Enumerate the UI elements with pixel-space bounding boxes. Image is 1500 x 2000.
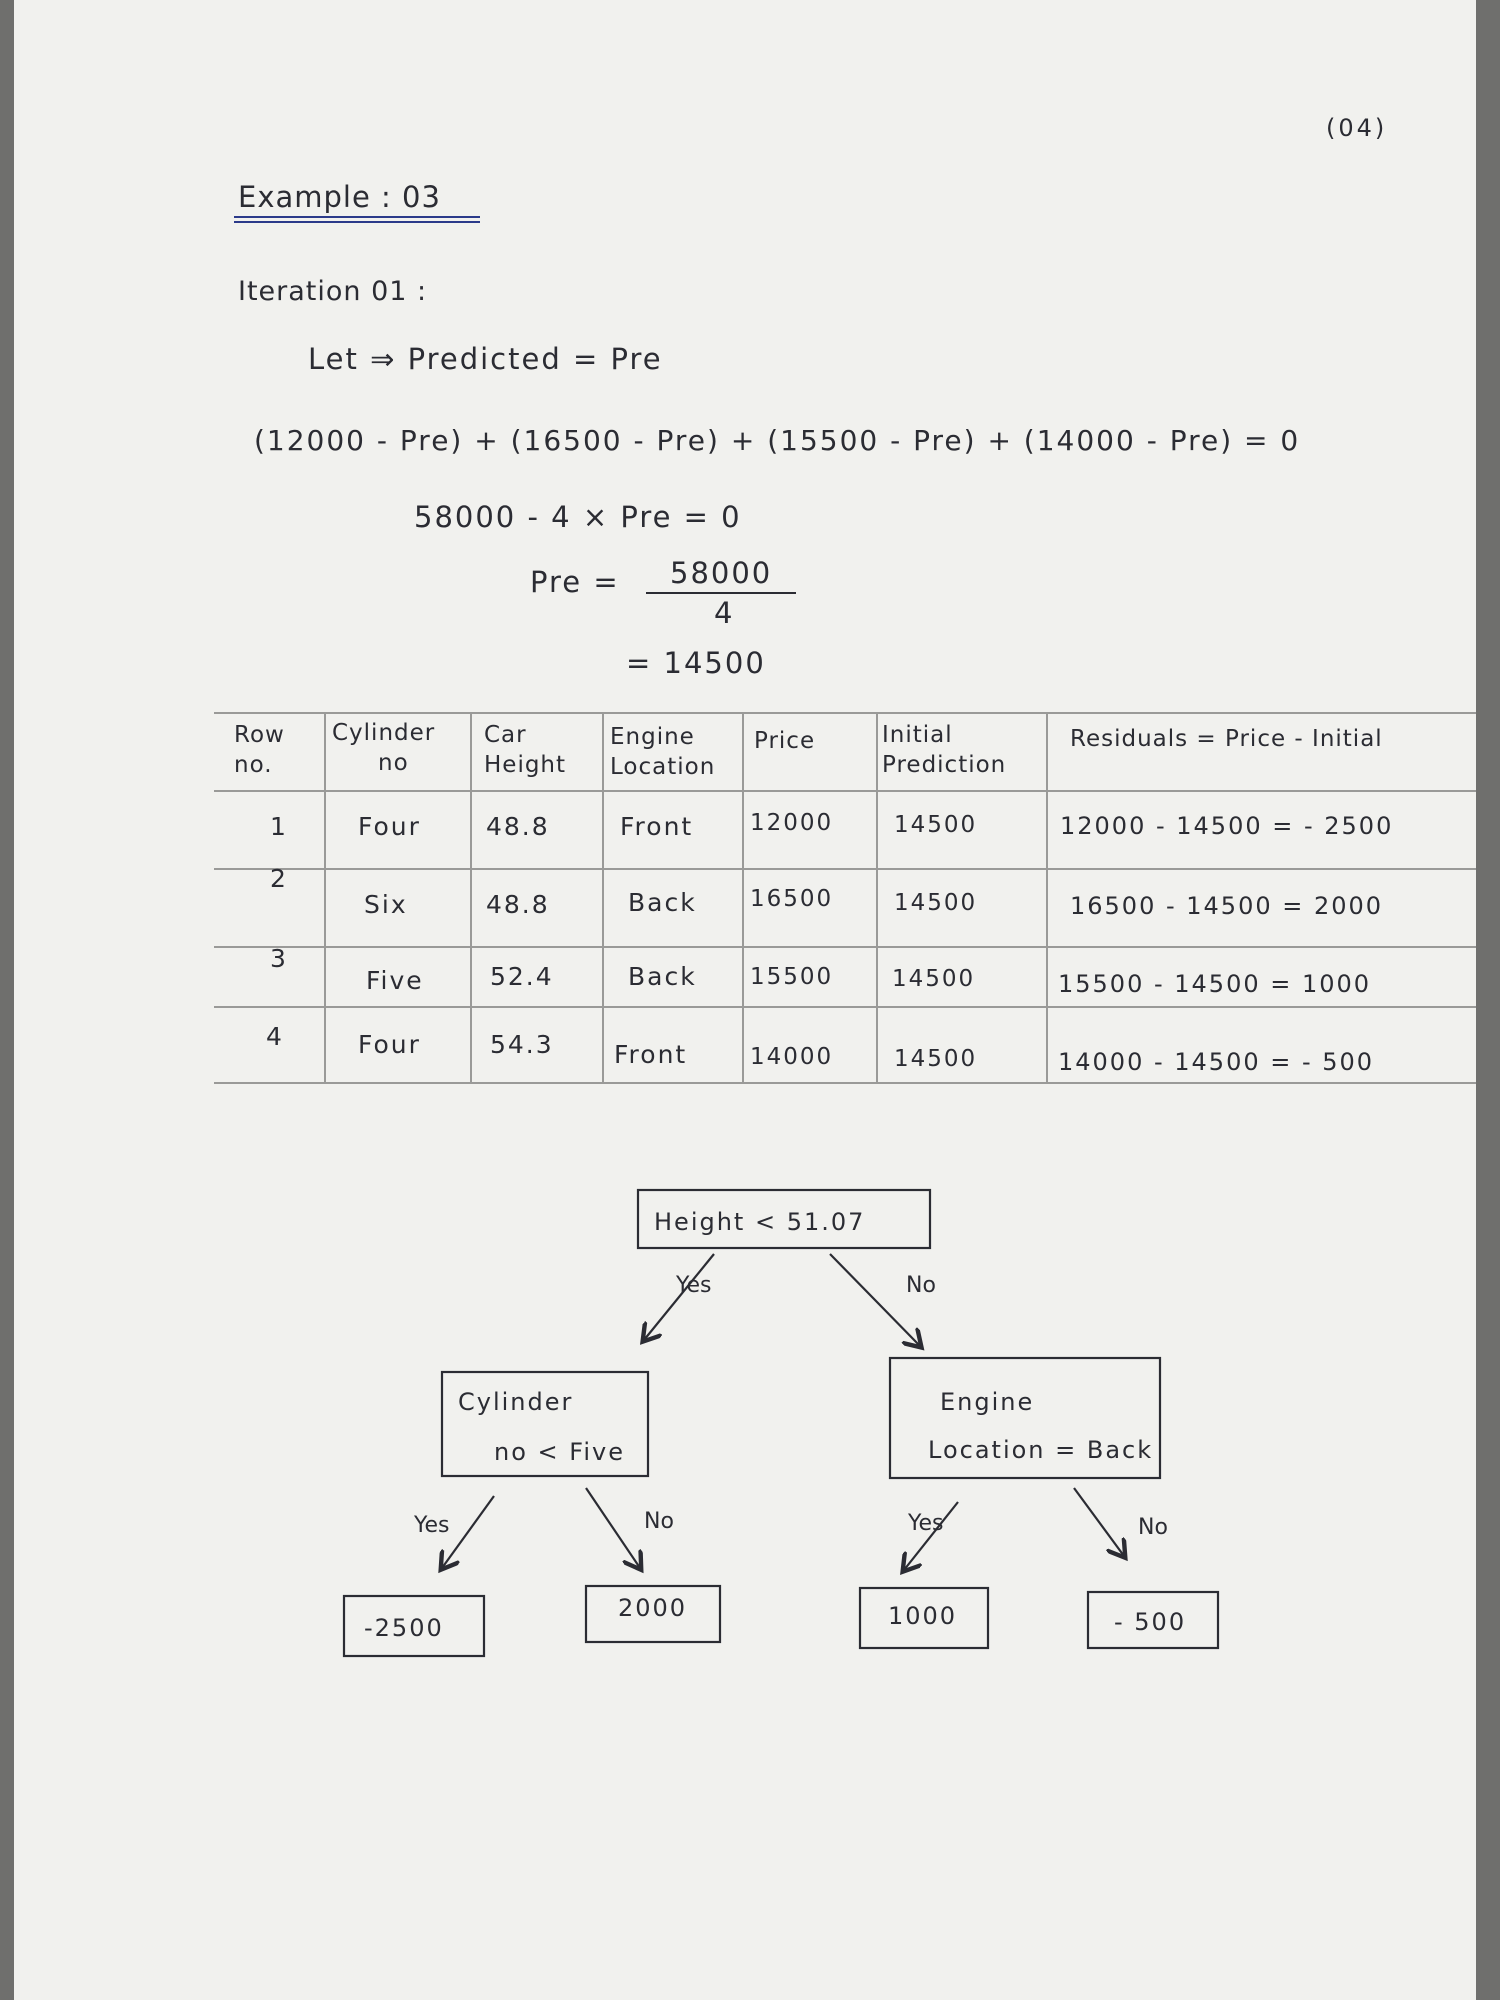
cell-cylinder: Six [364, 890, 408, 919]
header-line: Row [234, 722, 285, 748]
leaf-value-4: - 500 [1114, 1608, 1187, 1636]
cell-initial: 14500 [894, 1046, 978, 1072]
cell-height: 48.8 [486, 890, 550, 919]
cell-cylinder: Four [358, 1030, 421, 1059]
header-line: Engine [610, 724, 695, 750]
header-line: Car [484, 722, 527, 748]
edge-root-no [830, 1254, 920, 1346]
left-node-line-2: no < Five [494, 1438, 625, 1466]
left-no-label: No [644, 1509, 674, 1534]
cell-price: 12000 [750, 810, 834, 836]
leaf-value-2: 2000 [618, 1594, 688, 1622]
cell-row-no: 2 [270, 864, 288, 893]
root-no-label: No [906, 1273, 936, 1298]
cell-price: 16500 [750, 886, 834, 912]
right-node-line-1: Engine [940, 1388, 1035, 1416]
edge-right-no [1074, 1488, 1124, 1556]
cell-row-no: 1 [270, 812, 288, 841]
right-node-line-2: Location = Back [928, 1436, 1154, 1464]
cell-residual: 15500 - 14500 = 1000 [1058, 970, 1372, 998]
decision-tree [14, 0, 1476, 2000]
header-line: Cylinder [332, 720, 436, 746]
let-statement: Let ⇒ Predicted = Pre [308, 342, 663, 376]
cell-initial: 14500 [892, 966, 976, 992]
header-line: no. [234, 752, 273, 778]
cell-engine: Back [628, 962, 697, 991]
edge-left-yes [442, 1496, 494, 1568]
cell-row-no: 3 [270, 944, 288, 973]
cell-engine: Back [628, 888, 697, 917]
root-yes-label: Yes [676, 1273, 712, 1298]
iteration-label: Iteration 01 : [238, 276, 428, 307]
example-heading: Example : 03 [238, 180, 441, 214]
edge-left-no [586, 1488, 640, 1568]
pre-label: Pre = [530, 565, 620, 599]
fraction-numerator: 58000 [670, 556, 773, 590]
header-line: Prediction [882, 752, 1007, 778]
cell-residual: 12000 - 14500 = - 2500 [1060, 812, 1394, 840]
cell-height: 54.3 [490, 1030, 554, 1059]
notebook-page [14, 0, 1476, 2000]
right-yes-label: Yes [908, 1511, 944, 1536]
cell-initial: 14500 [894, 890, 978, 916]
left-yes-label: Yes [414, 1513, 450, 1538]
cell-cylinder: Four [358, 812, 421, 841]
page-number: (04) [1326, 114, 1388, 142]
cell-engine: Front [614, 1040, 688, 1069]
header-line: Location [610, 754, 716, 780]
leaf-value-3: 1000 [888, 1602, 958, 1630]
cell-price: 14000 [750, 1044, 834, 1070]
header-line: Price [754, 728, 816, 754]
simplified-equation: 58000 - 4 × Pre = 0 [414, 500, 742, 534]
leaf-value-1: -2500 [364, 1614, 444, 1642]
header-line: Height [484, 752, 567, 778]
cell-price: 15500 [750, 964, 834, 990]
left-node-line-1: Cylinder [458, 1388, 574, 1416]
cell-row-no: 4 [266, 1022, 284, 1051]
cell-cylinder: Five [366, 966, 424, 995]
sum-equation: (12000 - Pre) + (16500 - Pre) + (15500 - Pre) + (14000 - Pre) = 0 [254, 424, 1301, 457]
header-line: Residuals = Price - Initial [1070, 726, 1383, 752]
cell-residual: 16500 - 14500 = 2000 [1070, 892, 1384, 920]
cell-engine: Front [620, 812, 694, 841]
cell-residual: 14000 - 14500 = - 500 [1058, 1048, 1375, 1076]
header-line: no [378, 750, 409, 776]
fraction-denominator: 4 [714, 596, 735, 630]
right-no-label: No [1138, 1515, 1168, 1540]
header-line: Initial [882, 722, 953, 748]
root-node-label: Height < 51.07 [654, 1208, 866, 1236]
cell-initial: 14500 [894, 812, 978, 838]
cell-height: 52.4 [490, 962, 554, 991]
cell-height: 48.8 [486, 812, 550, 841]
prediction-result: = 14500 [626, 646, 766, 680]
